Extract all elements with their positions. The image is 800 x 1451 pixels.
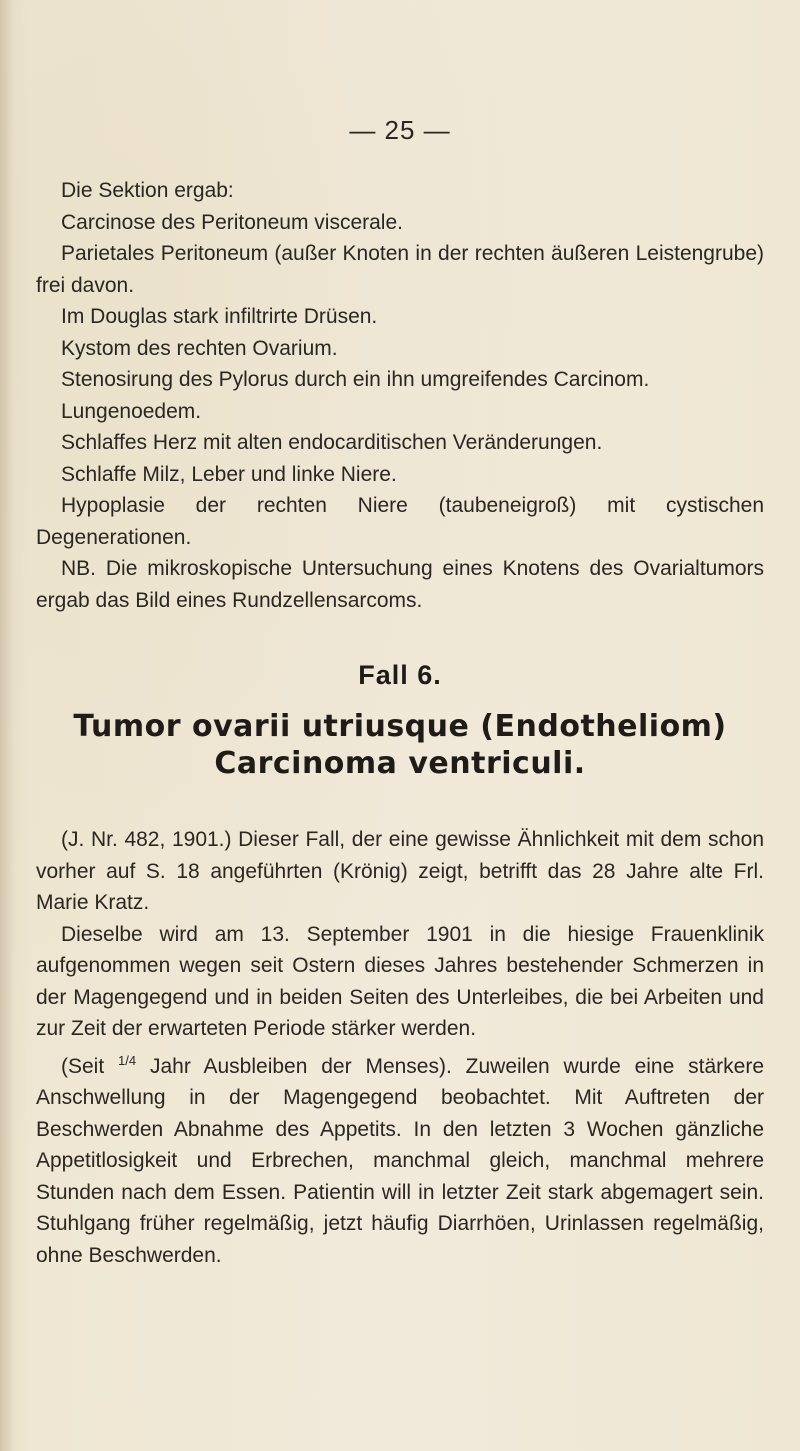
microscopy-note: NB. Die mikroskopische Untersuchung eines Knotens des Ovarialtumors ergab das Bild eines Rundzellensarcoms.	[36, 557, 764, 612]
case-title-line-2: Carcinoma ventriculi.	[214, 746, 586, 781]
finding-item: Stenosirung des Pylorus durch ein ihn umgreifendes Carcinom.	[61, 368, 650, 391]
case-paragraph-3	[36, 1045, 764, 1272]
finding-item: Carcinose des Peritoneum viscerale.	[61, 210, 403, 234]
finding-item: Im Douglas stark infiltrirte Drüsen.	[61, 305, 378, 328]
findings-intro: Die Sektion ergab:	[61, 179, 234, 202]
fraction-one-quarter: 1/4	[118, 1052, 137, 1068]
case-paragraph-2: Dieselbe wird am 13. September 1901 in die hiesige Frauenklinik aufgenommen wegen seit Ostern dieses Jahres bestehender Schmerzen in der Magengegend und in beiden Seiten des Unterleibes, die bei Arbeiten und zur Zeit der erwarteten Periode stärker werden.	[36, 922, 764, 1040]
finding-item: Parietales Peritoneum (außer Knoten in der rechten äußeren Leistengrube) frei davon.	[36, 242, 764, 297]
paragraph-3-prefix: (Seit	[61, 1054, 119, 1078]
finding-item: Hypoplasie der rechten Niere (taubeneigroß) mit cystischen Degenerationen.	[36, 494, 764, 549]
case-report	[36, 824, 764, 1271]
case-paragraph-1: (J. Nr. 482, 1901.) Dieser Fall, der eine gewisse Ähnlichkeit mit dem schon vorher auf S. 18 angeführten (Krönig) zeigt, betrifft das 28 Jahre alte Frl. Marie Kratz.	[36, 828, 764, 914]
case-heading-block	[0, 660, 800, 781]
finding-item: Schlaffe Milz, Leber und linke Niere.	[61, 462, 397, 486]
finding-item: Kystom des rechten Ovarium.	[61, 336, 338, 360]
finding-item: Lungenoedem.	[61, 399, 202, 423]
case-title-line-1: Tumor ovarii utriusque (Endotheliom)	[73, 709, 727, 744]
autopsy-findings	[36, 175, 764, 616]
case-number-heading: Fall 6.	[358, 660, 442, 690]
paragraph-3-body: Jahr Ausbleiben der Menses). Zuweilen wurde eine stärkere Anschwellung in der Magengegend beobachtet. Mit Auftreten der Beschwerden Abnahme des Appetits. In den letzten 3 Wochen gänzliche Appetitlosigkeit und Erbrechen, manchmal gleich, manchmal mehrere Stunden nach dem Essen. Patientin will in letzter Zeit stark abgemagert sein. Stuhlgang früher regelmäßig, jetzt häufig Diarrhöen, Urinlassen regelmäßig, ohne Beschwerden.	[36, 1054, 764, 1267]
page-number: — 25 —	[349, 115, 451, 145]
finding-item: Schlaffes Herz mit alten endocarditischen Veränderungen.	[61, 431, 603, 454]
